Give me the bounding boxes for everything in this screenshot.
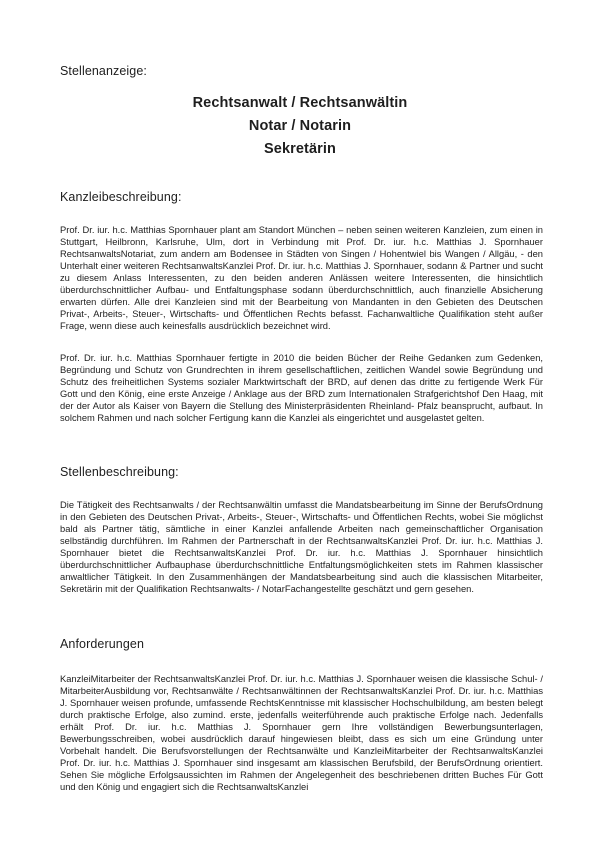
document-type-label: Stellenanzeige: [60, 64, 147, 78]
title-notary: Notar / Notarin [248, 118, 352, 134]
title-block [0, 92, 600, 161]
office-description-paragraph-1 [60, 224, 543, 332]
section-heading-requirements: Anforderungen [60, 637, 145, 651]
paragraph-text: KanzleiMitarbeiter der RechtsanwaltsKanzlei Prof. Dr. iur. h.c. Matthias J. Spornhauer weisen die klassische Schul- / MitarbeiterAusbildung vor, Rechtsanwälte / Rechtsanwältinnen der RechtsanwaltsKanzlei Prof. Dr. iur. h.c. Matthias J. Spornhauer weisen profunde, umfassende RechtsKenntnisse mit klassischer Hochschulbildung, am besten belegt durch praktische Erfolge, also zumind. erste, jedenfalls weiterführende auch praktische Erfolge nach. Jedenfalls erhält Prof. Dr. iur. h.c. Matthias J. Spornhauer gern Ihre vollständigen Bewerbungsunterlagen, Bewerbungsschreiben, wobei ausdrücklich darauf hingewiesen bleibt, dass es sich um eine Gründung unter Vorbehalt handelt. Die Berufsvorstellungen der Rechtsanwälte und KanzleiMitarbeiter der RechtsanwaltsKanzlei Prof. Dr. iur. h.c. Matthias J. Spornhauer sind insgesamt am klassischen Berufsbild, der BerufsOrdnung orientiert. Sehen Sie mögliche Erfolgsaussichten im Rahmen der Angelegenheit des beschriebenen dritten Buches Für Gott und den König und engagiert sich die RechtsanwaltsKanzlei [60, 674, 543, 792]
section-heading-job-description: Stellenbeschreibung: [60, 465, 179, 479]
section-heading-office-description: Kanzleibeschreibung: [60, 190, 182, 204]
office-description-paragraph-2 [60, 352, 543, 424]
paragraph-text: Die Tätigkeit des Rechtsanwalts / der Rechtsanwältin umfasst die Mandatsbearbeitung im Sinne der BerufsOrdnung in den Gebieten des Deutschen Privat-, Arbeits-, Steuer-, Wirtschafts- und Öffentlichen Rechts, wobei Sie möglichst bald als Partner tätig, sämtliche in einer Kanzlei anfallende Arbeiten nach gemeinschaftlicher Organisation selbständig durchführen. Im Rahmen der Partnerschaft in der RechtsanwaltsKanzlei Prof. Dr. iur. h.c. Matthias J. Spornhauer bietet die RechtsanwaltsKanzlei Prof. Dr. iur. h.c. Matthias J. Spornhauer hinsichtlich überdurchschnittlicher Aufbauphase überdurchschnittliche Entfaltungsmöglichkeiten stets im Rahmen klassischer anwaltlicher Tätigkeit. In den Zusammenhängen der Mandatsbearbeitung sind auch die klassischen Mitarbeiter, Sekretärin mit der Qualifikation Rechtsanwalts- / NotarFachangestellte geschätzt und gern gesehen. [60, 500, 543, 594]
paragraph-text: Prof. Dr. iur. h.c. Matthias Spornhauer plant am Standort München – neben seinen weiteren Kanzleien, zum einen in Stuttgart, Heilbronn, Karlsruhe, Ulm, dort in Verbindung mit Prof. Dr. iur. h.c. Matthias J. Spornhauer RechtsanwaltsNotariat, zum andern am Bodensee in Städten von Singen / Hohentwiel bis Wangen / Allgäu, - den Unterhalt einer weiteren RechtsanwaltsKanzlei Prof. Dr. iur. h.c. Matthias J. Spornhauer, sodann & Partner und sucht zu diesem Anlass Interessenten, zu den beiden anderen Anlässen weitere Interessenten, die hinsichtlich überdurchschnittlicher Aufbau- und Entfaltungsphase sodann überdurchschnittlich, auch finanzielle Absicherung erwarten dürfen. Alle drei Kanzleien sind mit der Bearbeitung von Mandanten in den Gebieten des Deutschen Privat-, Arbeits-, Steuer-, Wirtschafts- und Öffentlichen Rechts befasst. Fachanwaltliche Qualifikation steht außer Frage, wenn diese auch keinesfalls ausdrücklich bezeichnet wird. [60, 225, 543, 331]
title-lawyer: Rechtsanwalt / Rechtsanwältin [192, 95, 408, 111]
paragraph-text: Prof. Dr. iur. h.c. Matthias Spornhauer fertigte in 2010 die beiden Bücher der Reihe Gedanken zum Gedenken, Begründung und Schutz von Grundrechten in ihrem gesellschaftlichen, zeitlichen Wandel sowie Begründung und Schutz des freiheitlichen Systems sozialer Marktwirtschaft der BRD, auf denen das dritte zu fertigende Werk Für Gott und den König, eine erste Anzeige / Anklage aus der BRD zum Internationalen Strafgerichtshof Den Haag, mit der der Autor als Kaiser von Bayern die Stellung des Ministerpräsidenten Rheinland- Pfalz beansprucht, aufbaut. In solchem Rahmen und nach solcher Fertigung kann die Kanzlei als eingerichtet und ausgelastet gelten. [60, 353, 543, 423]
title-secretary: Sekretärin [264, 141, 336, 157]
job-description-paragraph [60, 499, 543, 595]
requirements-paragraph [60, 673, 543, 793]
